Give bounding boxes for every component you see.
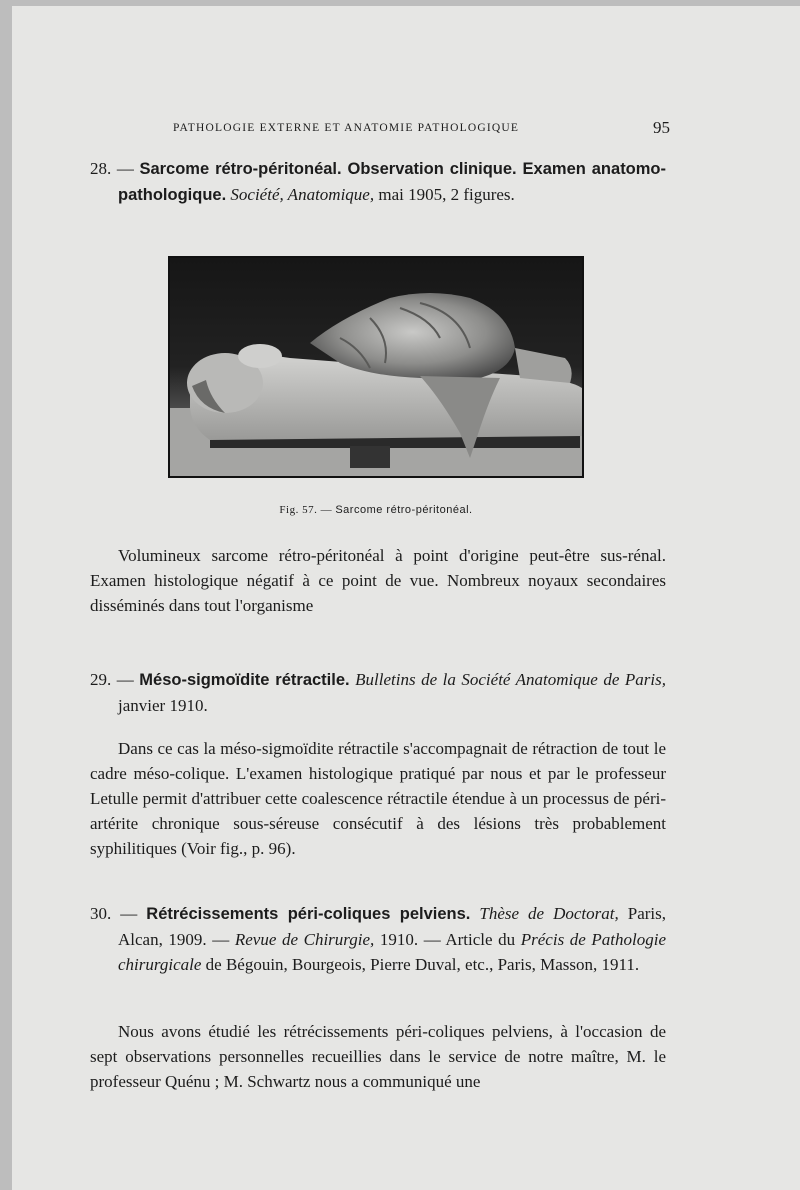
entry-source-detail: mai 1905, 2 figures. [374,185,515,204]
paragraph-30-description [90,1019,666,1094]
cadaver-photo-image [170,258,582,476]
entry-30 [90,901,667,977]
running-header-title: PATHOLOGIE EXTERNE ET ANATOMIE PATHOLOGIQUE [173,122,520,134]
entry-dash: — [111,159,140,178]
paragraph-text: Nous avons étudié les rétrécissements péri-coliques pelviens, à l'occasion de sept observations personnelles recueillies dans le service de notre maître, M. le professeur Quénu ; M. Schwartz nous a communiqué une [90,1022,666,1091]
entry-28 [90,156,667,208]
entry-number: 28. [90,159,112,178]
entry-dash: — [111,904,147,923]
running-header [173,118,670,137]
entry-source-detail: 1910. — Article du [374,930,521,949]
entry-source: Société, Anatomique, [230,185,375,204]
entry-source: Bulletins de la Société Anatomique de Paris, [355,670,666,689]
caption-label: Fig. 57. — [279,504,333,516]
entry-29 [90,667,666,718]
paragraph-29-description [90,736,666,861]
entry-title: Sarcome rétro-péritonéal. Observation clinique. Examen anatomo-pathologique. [118,160,667,204]
caption-text: Sarcome rétro-péritonéal. [335,504,473,516]
figure-caption [168,504,584,516]
entry-source-detail: de Bégouin, Bourgeois, Pierre Duval, etc., Paris, Masson, 1911. [201,955,640,974]
entry-title: Méso-sigmoïdite rétractile. [139,671,350,689]
entry-number: 30. [90,904,112,923]
entry-source-precis: Précis de Pathologie chirurgicale [118,930,667,974]
entry-source-revue: Revue de Chirurgie, [234,930,375,949]
page-number: 95 [653,118,670,137]
entry-title: Rétrécissements péri-coliques pelviens. [146,905,471,923]
entry-source-detail: Paris, Alcan, 1909. — [118,904,667,949]
entry-number: 29. [90,670,112,689]
paragraph-text: Volumineux sarcome rétro-péritonéal à point d'origine peut-être sus-rénal. Examen histologique négatif à ce point de vue. Nombreux noyaux secondaires disséminés dans tout l'organisme [90,546,666,615]
paragraph-text: Dans ce cas la méso-sigmoïdite rétractile s'accompagnait de rétraction de tout le cadre méso-colique. L'examen histologique pratiqué par nous et par le professeur Letulle permit d'attribuer cette coalescence rétractile étendue à un processus de péri-artérite chronique sous-séreuse consécutif à des lésions très probablement syphilitiques (Voir fig., p. 96). [90,739,666,858]
entry-source-thesis: Thèse de Doctorat, [479,904,619,923]
paragraph-28-description [90,543,666,618]
entry-source-detail: janvier 1910. [118,696,208,715]
figure-57-photograph [168,256,584,478]
entry-dash: — [111,670,140,689]
